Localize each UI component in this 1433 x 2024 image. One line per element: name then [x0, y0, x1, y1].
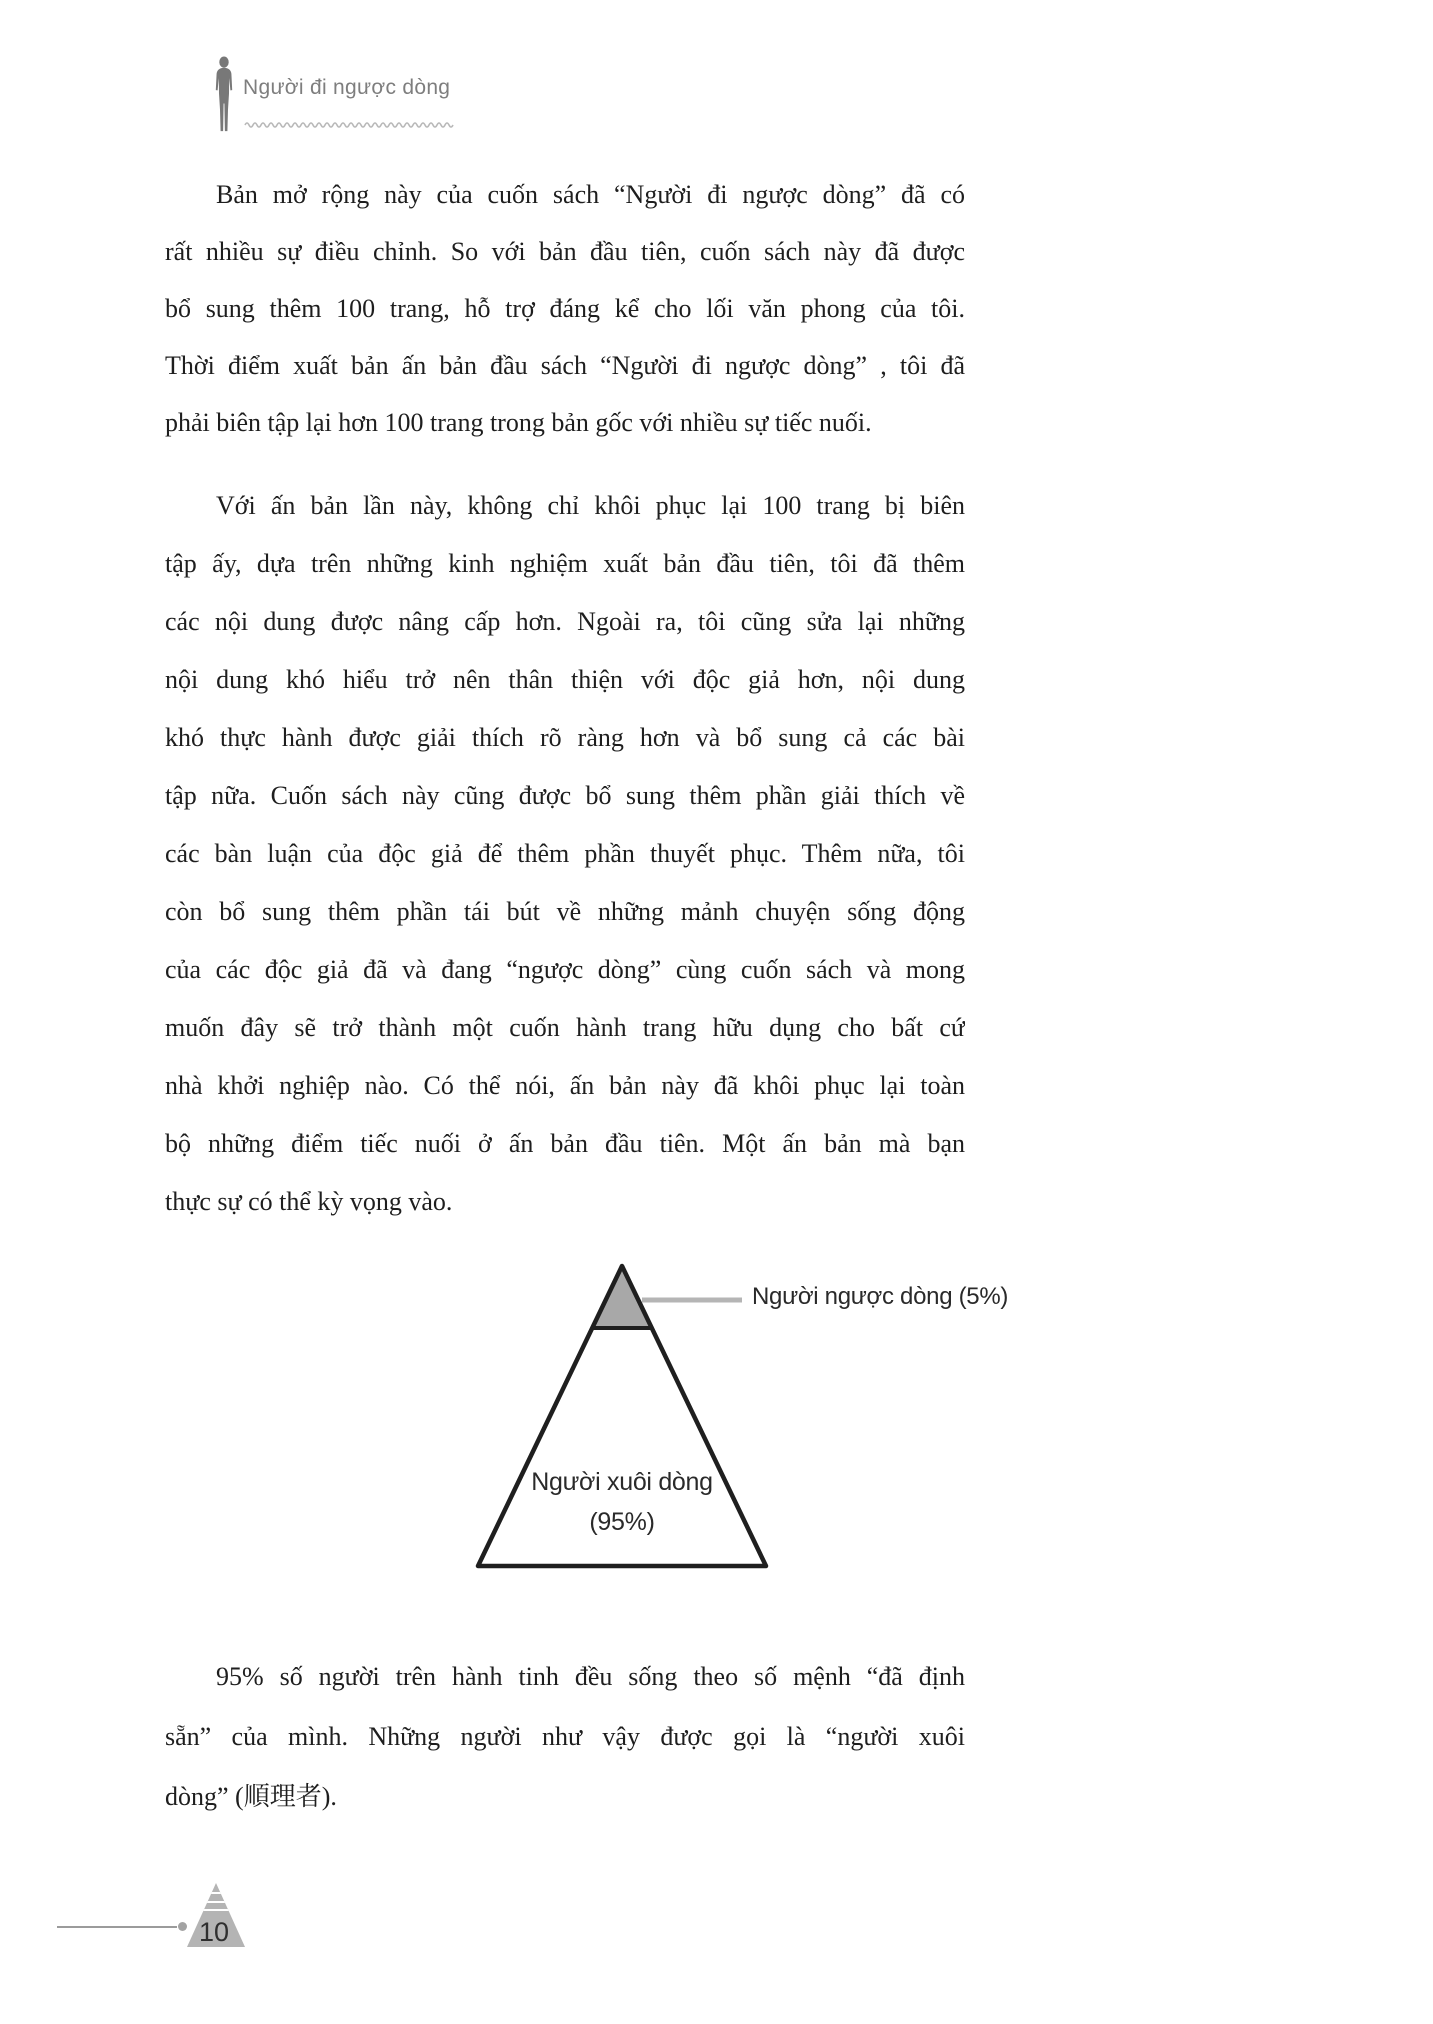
text-line: tập ấy, dựa trên những kinh nghiệm xuất bản đầu tiên, tôi đã thêm	[165, 549, 965, 578]
pyramid-cap	[593, 1266, 651, 1328]
text-line: rất nhiều sự điều chỉnh. So với bản đầu tiên, cuốn sách này đã được	[165, 237, 965, 266]
footer-rule	[57, 1926, 177, 1928]
text-line: Bản mở rộng này của cuốn sách “Người đi ngược dòng” đã có	[216, 180, 965, 209]
text-line: muốn đây sẽ trở thành một cuốn hành trang hữu dụng cho bất cứ	[165, 1013, 965, 1042]
text-line: dòng” (順理者).	[165, 1782, 337, 1811]
text-line: nội dung khó hiểu trở nên thân thiện với độc giả hơn, nội dung	[165, 665, 965, 694]
text-line: khó thực hành được giải thích rõ ràng hơn và bổ sung cả các bài	[165, 723, 965, 752]
text-line: Thời điểm xuất bản ấn bản đầu sách “Người đi ngược dòng” , tôi đã	[165, 351, 965, 380]
text-line: nhà khởi nghiệp nào. Có thể nói, ấn bản này đã khôi phục lại toàn	[165, 1071, 965, 1100]
paragraph-1	[165, 166, 965, 451]
text-line: bổ sung thêm 100 trang, hỗ trợ đáng kể cho lối văn phong của tôi.	[165, 294, 965, 323]
text-line: phải biên tập lại hơn 100 trang trong bản gốc với nhiều sự tiếc nuối.	[165, 408, 872, 437]
page-number: 10	[198, 1917, 230, 1947]
text-line: các nội dung được nâng cấp hơn. Ngoài ra, tôi cũng sửa lại những	[165, 607, 965, 636]
diagram-label-95-percent: (95%)	[589, 1508, 655, 1536]
diagram-label-nguoc-dong: Người ngược dòng (5%)	[752, 1283, 1009, 1310]
text-line: Với ấn bản lần này, không chỉ khôi phục lại 100 trang bị biên	[216, 491, 965, 520]
text-line: của các độc giả đã và đang “ngược dòng” cùng cuốn sách và mong	[165, 955, 965, 984]
text-line: tập nữa. Cuốn sách này cũng được bổ sung thêm phần giải thích về	[165, 781, 965, 810]
text-line: 95% số người trên hành tinh đều sống theo số mệnh “đã định	[216, 1662, 965, 1691]
text-line: còn bổ sung thêm phần tái bút về những mảnh chuyện sống động	[165, 897, 965, 926]
text-line: sẵn” của mình. Những người như vậy được gọi là “người xuôi	[165, 1722, 965, 1751]
text-line: các bàn luận của độc giả để thêm phần thuyết phục. Thêm nữa, tôi	[165, 839, 965, 868]
wavy-underline	[243, 118, 459, 130]
paragraph-3	[165, 1647, 965, 1827]
paragraph-2	[165, 477, 965, 1231]
diagram-label-xuoi-dong: Người xuôi dòng	[531, 1468, 713, 1496]
text-line: thực sự có thể kỳ vọng vào.	[165, 1187, 453, 1216]
person-icon	[212, 56, 236, 133]
text-line: bộ những điểm tiếc nuối ở ấn bản đầu tiên. Một ấn bản mà bạn	[165, 1129, 965, 1158]
running-header-title: Người đi ngược dòng	[243, 76, 451, 99]
